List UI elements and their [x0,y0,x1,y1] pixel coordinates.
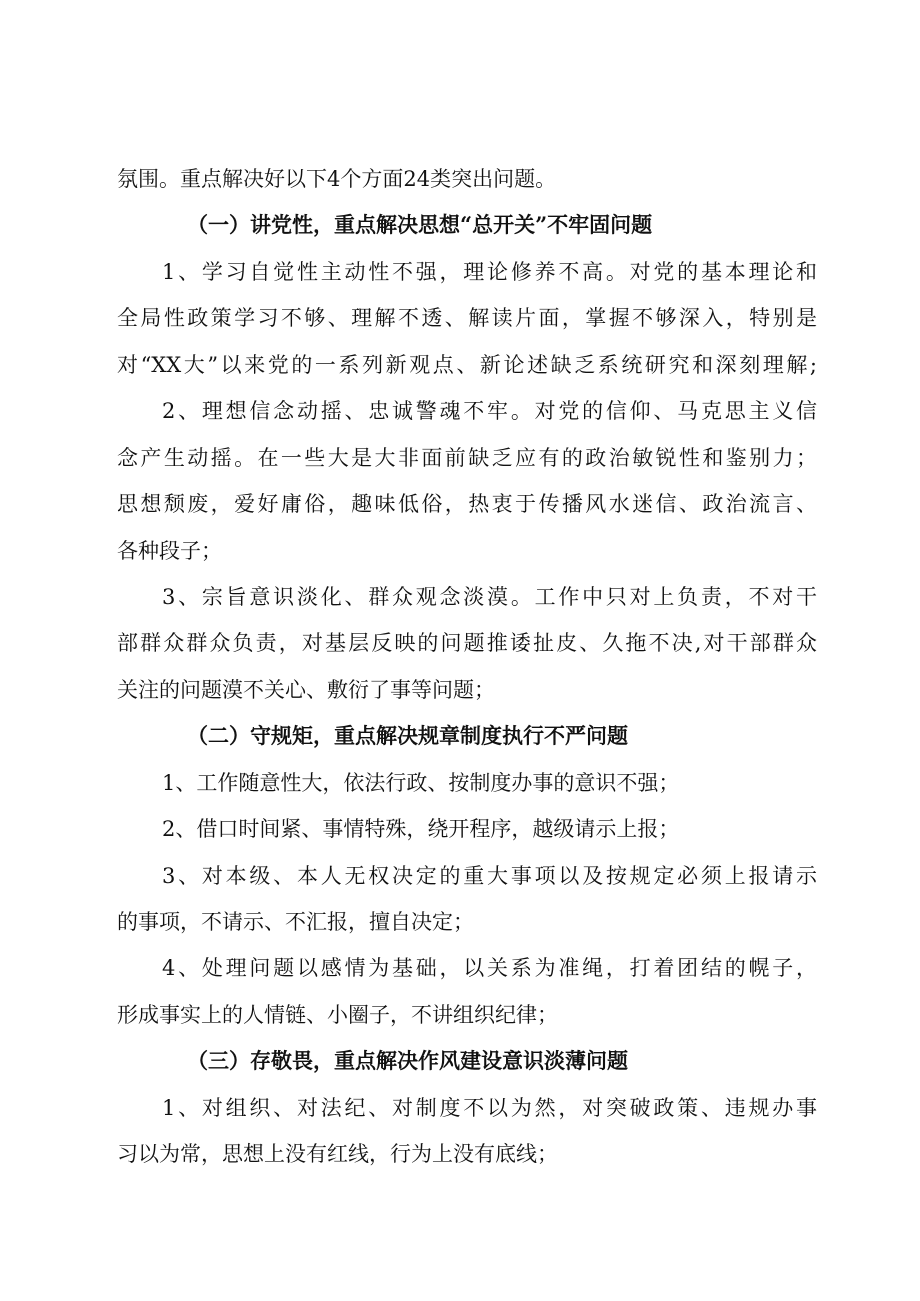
paragraph-line: 2、理想信念动摇、忠诚警魂不牢。对党的信仰、马克思主义信 [162,399,817,423]
paragraph-line: 2、借口时间紧、事情特殊，绕开程序，越级请示上报； [162,817,680,841]
section-heading-1: （一）讲党性，重点解决思想“总开关”不牢固问题 [187,212,653,237]
paragraph-line: 习以为常，思想上没有红线，行为上没有底线； [117,1142,558,1166]
paragraph-line: 氛围。重点解决好以下4个方面24类突出问题。 [117,167,557,191]
paragraph-line: 形成事实上的人情链、小圈子，不讲组织纪律； [117,1003,558,1027]
paragraph-line: 1、学习自觉性主动性不强，理论修养不高。对党的基本理论和 [162,260,817,284]
paragraph-line: 念产生动摇。在一些大是大非面前缺乏应有的政治敏锐性和鉴别力； [117,446,817,470]
paragraph-line: 4、处理问题以感情为基础，以关系为准绳，打着团结的幌子， [162,956,817,980]
paragraph-line: 1、工作随意性大，依法行政、按制度办事的意识不强； [162,771,680,795]
paragraph-line: 关注的问题漠不关心、敷衍了事等问题； [117,678,495,702]
paragraph-line: 对“XX大”以来党的一系列新观点、新论述缺乏系统研究和深刻理解; [117,353,817,377]
paragraph-line: 的事项，不请示、不汇报，擅自决定； [117,910,474,934]
paragraph-line: 3、宗旨意识淡化、群众观念淡漠。工作中只对上负责，不对干 [162,585,817,609]
paragraph-line: 各种段子； [117,539,222,563]
paragraph-line: 全局性政策学习不够、理解不透、解读片面，掌握不够深入，特别是 [117,306,817,330]
section-heading-2: （二）守规矩，重点解决规章制度执行不严问题 [187,723,628,748]
paragraph-line: 3、对本级、本人无权决定的重大事项以及按规定必须上报请示 [162,864,817,888]
paragraph-line: 部群众群众负责，对基层反映的问题推诿扯皮、久拖不决,对干部群众 [117,631,817,655]
paragraph-line: 思想颓废，爱好庸俗，趣味低俗，热衷于传播风水迷信、政治流言、 [117,492,817,516]
section-heading-3: （三）存敬畏，重点解决作风建设意识淡薄问题 [187,1048,628,1073]
paragraph-line: 1、对组织、对法纪、对制度不以为然，对突破政策、违规办事 [162,1096,817,1120]
